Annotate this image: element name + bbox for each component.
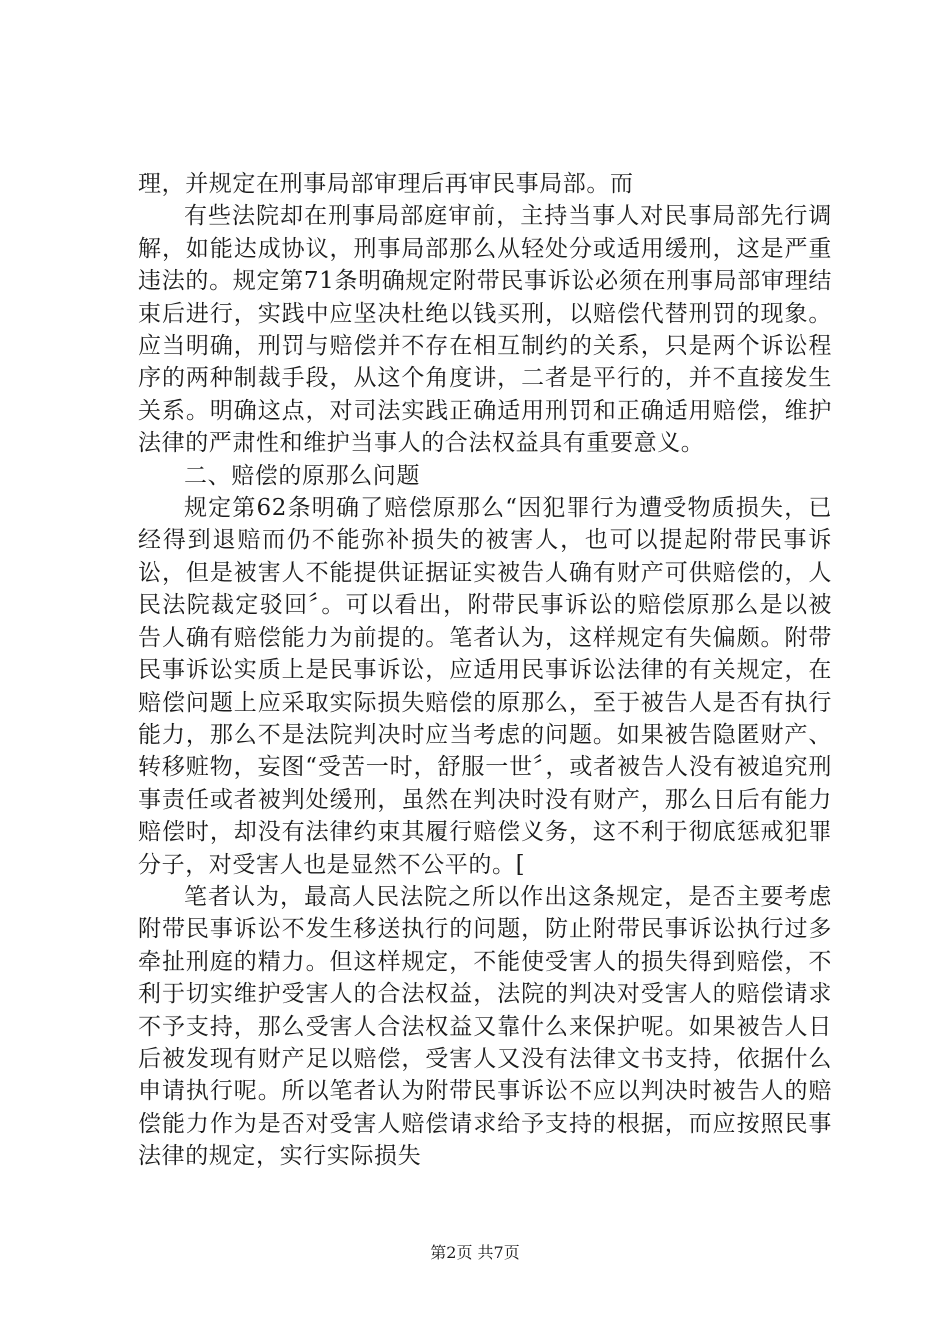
document-body (138, 168, 832, 1173)
paragraph-article-62: 规定第62条明确了赔偿原那么“因犯罪行为遭受物质损失，已经得到退赔而仍不能弥补损失的被害人，也可以提起附带民事诉讼，但是被害人不能提供证据证实被告人确有财产可供赔偿的，人民法院裁定驳回〞。可以看出，附带民事诉讼的赔偿原那么是以被告人确有赔偿能力为前提的。笔者认为，这样规定有失偏颇。附带民事诉讼实质上是民事诉讼，应适用民事诉讼法律的有关规定，在赔偿问题上应采取实际损失赔偿的原那么，至于被告人是否有执行能力，那么不是法院判决时应当考虑的问题。如果被告隐匿财产、转移赃物，妄图“受苦一时，舒服一世〞，或者被告人没有被追究刑事责任或者被判处缓刑，虽然在判决时没有财产，那么日后有能力赔偿时，却没有法律约束其履行赔偿义务，这不利于彻底惩戒犯罪分子，对受害人也是显然不公平的。[ (138, 495, 832, 878)
page-number: 第2页 共7页 (430, 1243, 520, 1262)
section-heading-compensation-principle: 二、赔偿的原那么问题 (184, 462, 420, 489)
paragraph-continuation: 理，并规定在刑事局部审理后再审民事局部。而 (138, 171, 634, 197)
paragraph-mediation-issue: 有些法院却在刑事局部庭审前，主持当事人对民事局部先行调解，如能达成协议，刑事局部那么从轻处分或适用缓刑，这是严重违法的。规定第71条明确规定附带民事诉讼必须在刑事局部审理结束后进行，实践中应坚决杜绝以钱买刑，以赔偿代替刑罚的现象。应当明确，刑罚与赔偿并不存在相互制约的关系，只是两个诉讼程序的两种制裁手段，从这个角度讲，二者是平行的，并不直接发生关系。明确这点，对司法实践正确适用刑罚和正确适用赔偿，维护法律的严肃性和维护当事人的合法权益具有重要意义。 (138, 203, 832, 457)
paragraph-author-opinion: 笔者认为，最高人民法院之所以作出这条规定，是否主要考虑附带民事诉讼不发生移送执行的问题，防止附带民事诉讼执行过多牵扯刑庭的精力。但这样规定，不能使受害人的损失得到赔偿，不利于切实维护受害人的合法权益，法院的判决对受害人的赔偿请求不予支持，那么受害人合法权益又靠什么来保护呢。如果被告人日后被发现有财产足以赔偿，受害人又没有法律文书支持，依据什么申请执行呢。所以笔者认为附带民事诉讼不应以判决时被告人的赔偿能力作为是否对受害人赔偿请求给予支持的根据，而应按照民事法律的规定，实行实际损失 (138, 883, 832, 1170)
page-footer (0, 1243, 950, 1263)
